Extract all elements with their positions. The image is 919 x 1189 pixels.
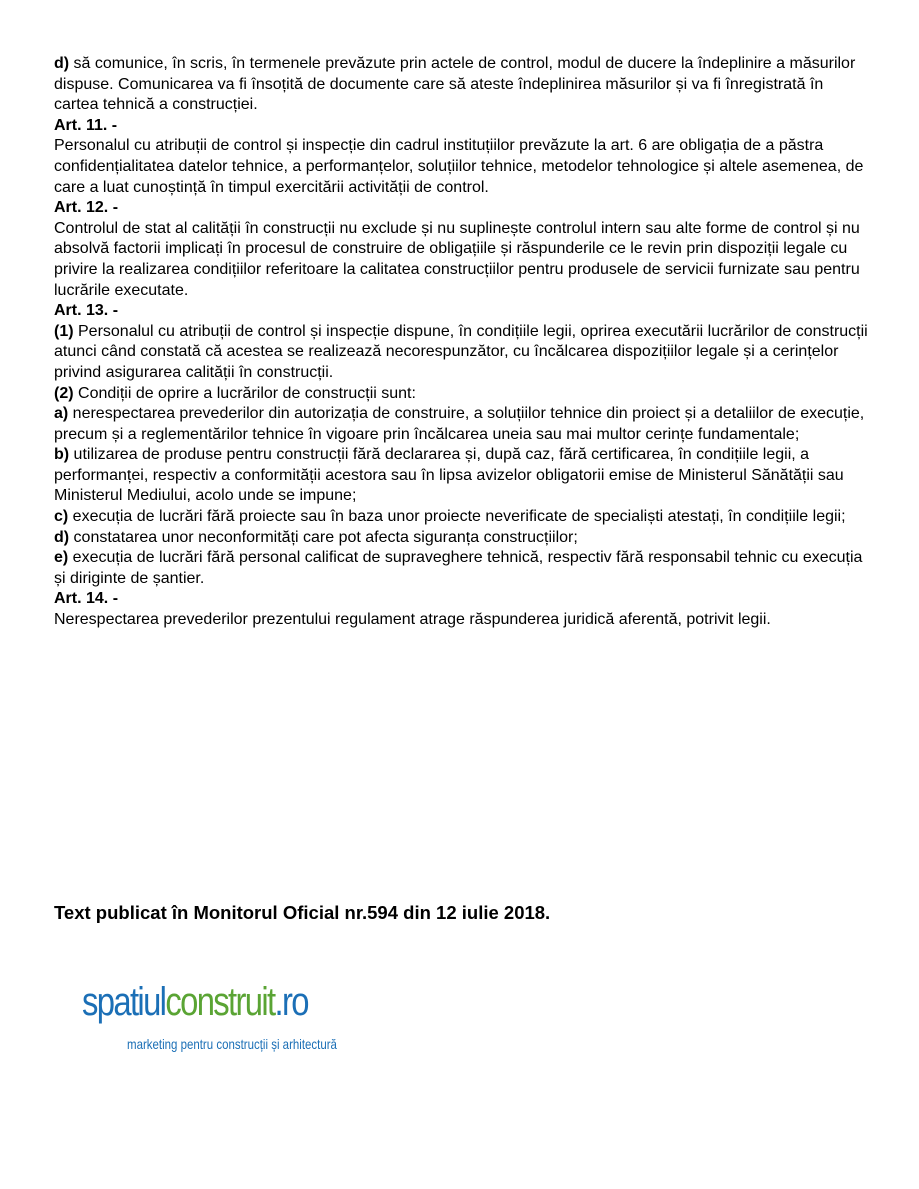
item-c <box>54 507 869 528</box>
item-key: b) <box>54 446 70 464</box>
spatiulconstruit-logo <box>82 972 342 1062</box>
item-key: (2) <box>54 384 74 402</box>
paragraph-2 <box>54 384 869 405</box>
logo-part-ro: .ro <box>274 980 308 1024</box>
item-key: (1) <box>54 322 74 340</box>
item-d-communication <box>54 54 869 116</box>
item-text: Personalul cu atribuții de control și inspecție dispune, în condițiile legii, oprirea executării lucrărilor de construcții atunci când constată că acestea se realizează necorespunzător, cu încălcarea dispozițiilor legale și a cerințelor privind asigurarea calității în construcții. <box>54 322 868 381</box>
document-body <box>54 54 869 631</box>
item-text: utilizarea de produse pentru construcții fără declararea și, după caz, fără certificarea, în condițiile legii, a performanței, respectiv a conformității acestora sau în lipsa avizelor obligatorii emise de Ministerul Sănătății sau Ministerul Mediului, acolo unde se impune; <box>54 446 844 505</box>
item-e <box>54 548 869 589</box>
logo-tagline: marketing pentru construcții și arhitectură <box>127 1036 337 1052</box>
article-12-text: Controlul de stat al calității în construcții nu exclude și nu suplinește controlul intern sau alte forme de control și nu absolvă factorii implicați în procesul de construire de obligațiile și răspunderile ce le revin prin dispoziții legale cu privire la realizarea condițiilor referitoare la calitatea construcțiilor pentru produsele de servicii furnizate sau pentru lucrările executate. <box>54 219 860 299</box>
item-key: e) <box>54 549 69 567</box>
article-14-text: Nerespectarea prevederilor prezentului regulament atrage răspunderea juridică aferentă, potrivit legii. <box>54 611 771 629</box>
article-12-heading: Art. 12. - <box>54 199 119 217</box>
item-text: Condiții de oprire a lucrărilor de construcții sunt: <box>73 384 416 402</box>
article-11-heading: Art. 11. - <box>54 116 118 134</box>
article-14-heading: Art. 14. - <box>54 590 119 608</box>
paragraph-1 <box>54 322 869 384</box>
item-b <box>54 445 869 507</box>
publication-note: Text publicat în Monitorul Oficial nr.594 din 12 iulie 2018. <box>54 902 551 923</box>
item-text: constatarea unor neconformități care pot afecta siguranța construcțiilor; <box>69 528 578 546</box>
item-key: c) <box>54 508 69 526</box>
item-text: nerespectarea prevederilor din autorizația de construire, a soluțiilor tehnice din proiect și a detaliilor de execuție, precum și a reglementărilor tehnice în vigoare prin încălcarea uneia sau mai multor cerințe fundamentale; <box>54 405 865 443</box>
item-d <box>54 528 869 549</box>
item-text: execuția de lucrări fără proiecte sau în baza unor proiecte neverificate de specialiști atestați, în condițiile legii; <box>68 508 846 526</box>
item-key: d) <box>54 55 70 72</box>
logo-part-spatiul: spatiul <box>82 980 166 1024</box>
item-a <box>54 404 869 445</box>
logo-part-construit: construit <box>165 980 275 1024</box>
item-text: să comunice, în scris, în termenele prevăzute prin actele de control, modul de ducere la îndeplinire a măsurilor dispuse. Comunicarea va fi însoțită de documente care să ateste îndeplinirea măsurilor și va fi înregistrată în cartea tehnică a construcției. <box>54 55 856 114</box>
item-key: a) <box>54 405 69 423</box>
article-13-heading: Art. 13. - <box>54 302 119 320</box>
article-11-text: Personalul cu atribuții de control și inspecție din cadrul instituțiilor prevăzute la art. 6 are obligația de a păstra confidențialitatea datelor tehnice, a performanțelor, soluțiilor tehnice, metodelor tehnologice și altele asemenea, de care a luat cunoștință în timpul exercitării activității de control. <box>54 137 864 196</box>
item-text: execuția de lucrări fără personal calificat de supraveghere tehnică, respectiv fără responsabil tehnic cu execuția și diriginte de șantier. <box>54 549 863 587</box>
logo-wordmark <box>82 972 308 1032</box>
item-key: d) <box>54 528 70 546</box>
